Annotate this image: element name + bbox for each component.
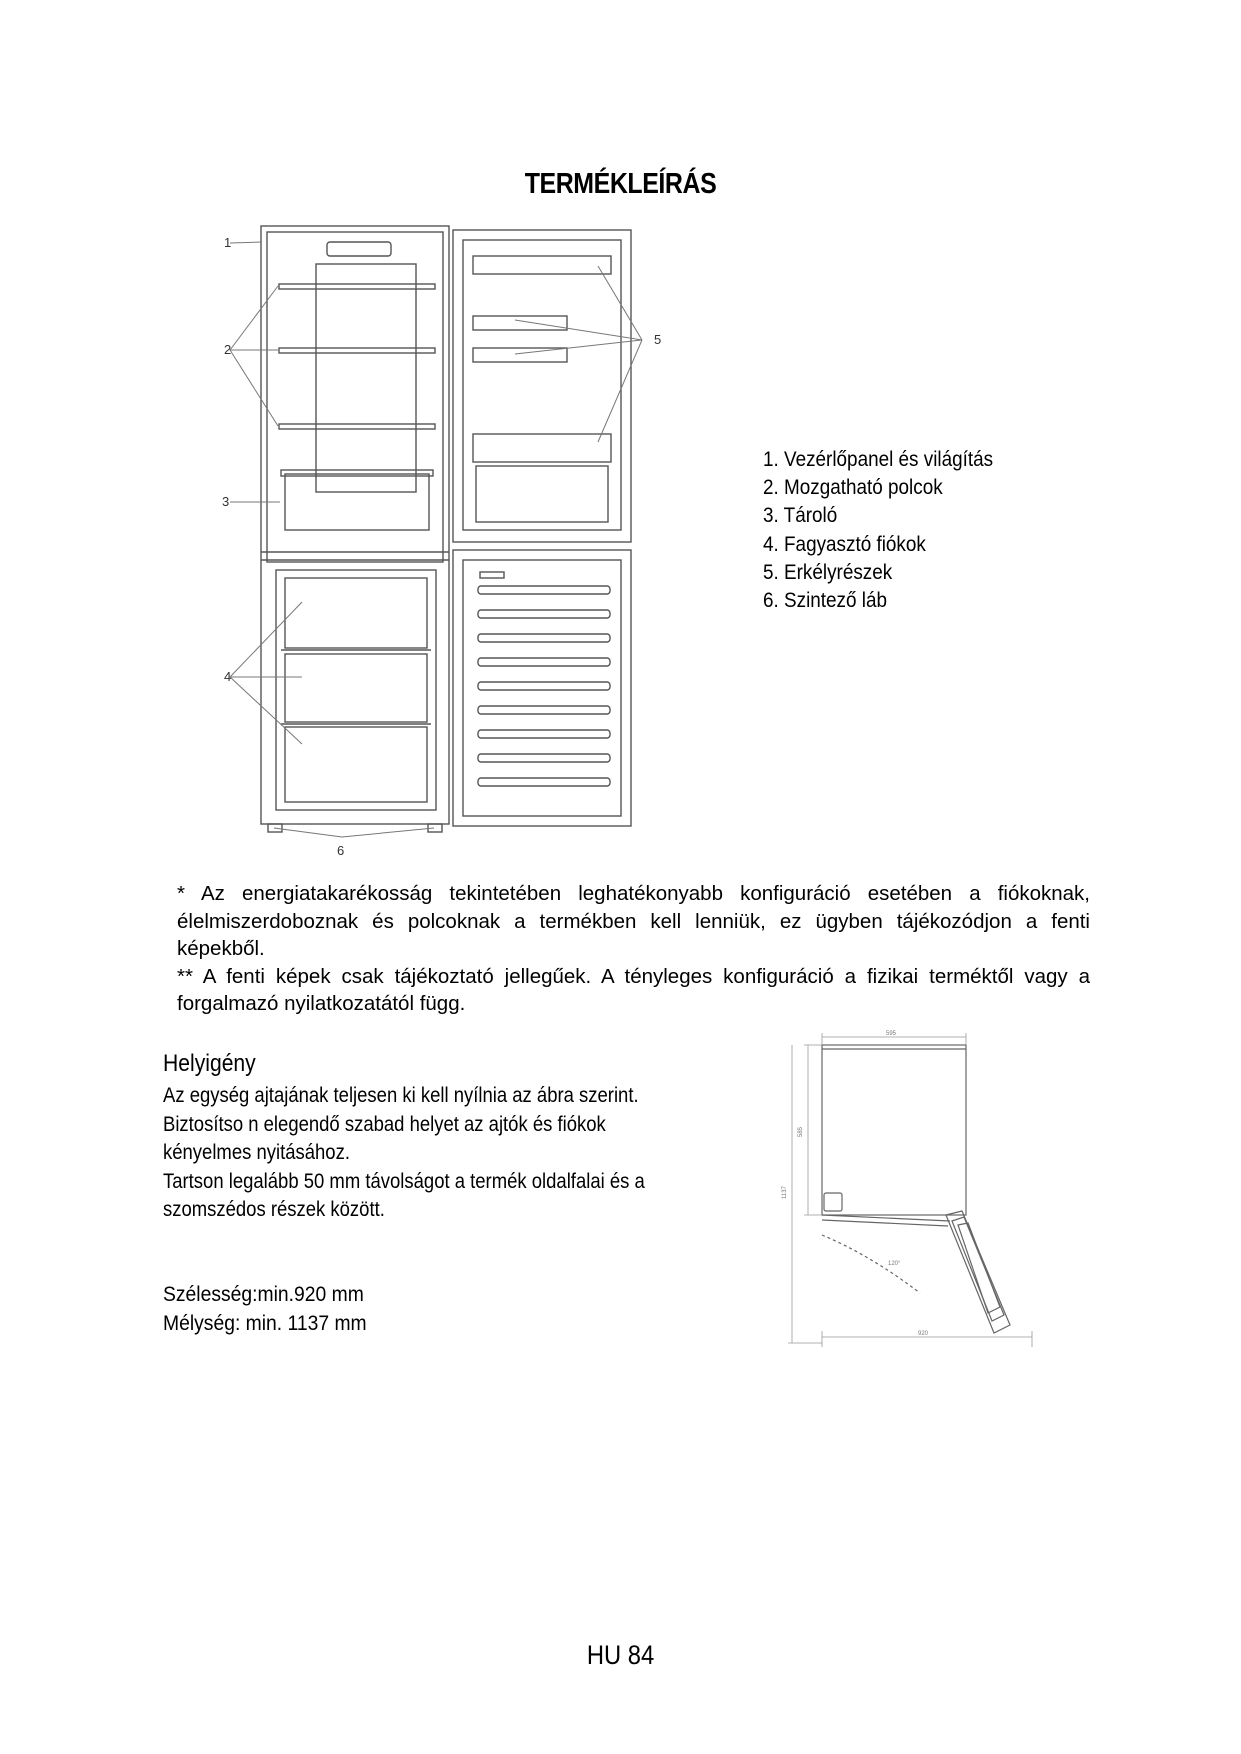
fridge-top-view xyxy=(822,1045,966,1215)
space-line: Tartson legalább 50 mm távolságot a termék oldalfalai és a xyxy=(163,1169,645,1193)
dim-top-label: 595 xyxy=(886,1031,897,1037)
page-number: HU 84 xyxy=(586,1640,655,1670)
legend-item: 2. Mozgatható polcok xyxy=(763,476,943,500)
parts-legend xyxy=(763,446,993,615)
space-line: Az egység ajtajának teljesen ki kell nyílnia az ábra szerint. xyxy=(163,1084,639,1107)
callout-4: 4 xyxy=(224,669,232,684)
legend-item: 3. Tároló xyxy=(763,504,838,528)
space-heading: Helyigény xyxy=(163,1050,256,1077)
page-title: TERMÉKLEÍRÁS xyxy=(524,168,717,200)
legend-item: 6. Szintező láb xyxy=(763,589,887,613)
note-2-line-1: ** A fenti képek csak tájékoztató jellegűek. A tényleges konfiguráció a fizikai terméktől vagy a xyxy=(177,964,1090,988)
dim-bottom-label: 920 xyxy=(918,1331,929,1337)
callout-6: 6 xyxy=(337,843,345,858)
callout-2: 2 xyxy=(224,342,232,357)
clearance-diagram xyxy=(760,1025,1080,1375)
legend-item: 1. Vezérlőpanel és világítás xyxy=(763,448,994,471)
note-1-line-2: élelmiszerdoboznak és polcoknak a termékben kell lenniük, ez ügyben tájékozódjon a fenti képekből. xyxy=(177,909,1090,960)
note-2-line-2: forgalmazó nyilatkozatától függ. xyxy=(177,992,466,1015)
legend-item: 4. Fagyasztó fiókok xyxy=(763,532,926,556)
note-1-line-1: * Az energiatakarékosság tekintetében leghatékonyabb konfiguráció esetében a fiókoknak, xyxy=(177,882,1090,905)
minimum-dimensions xyxy=(163,1281,367,1338)
configuration-notes xyxy=(177,880,1090,1018)
min-depth: Mélység: min. 1137 mm xyxy=(163,1311,367,1335)
legend-item: 5. Erkélyrészek xyxy=(763,560,893,584)
min-width: Szélesség:min.920 mm xyxy=(163,1283,364,1306)
fridge-diagram xyxy=(210,212,690,862)
space-requirements xyxy=(163,1082,645,1225)
space-line: kényelmes nyitásához. xyxy=(163,1141,350,1164)
dim-depth-label: 585 xyxy=(798,1126,804,1137)
callout-3: 3 xyxy=(222,494,230,509)
callout-1: 1 xyxy=(224,235,232,250)
space-line: szomszédos részek között. xyxy=(163,1198,385,1221)
door-angle-label: 120° xyxy=(888,1261,901,1267)
dim-total-label: 1137 xyxy=(782,1186,788,1199)
space-line: Biztosítso n elegendő szabad helyet az ajtók és fiókok xyxy=(163,1112,606,1136)
callout-5: 5 xyxy=(654,332,662,347)
fridge-body xyxy=(261,226,449,824)
